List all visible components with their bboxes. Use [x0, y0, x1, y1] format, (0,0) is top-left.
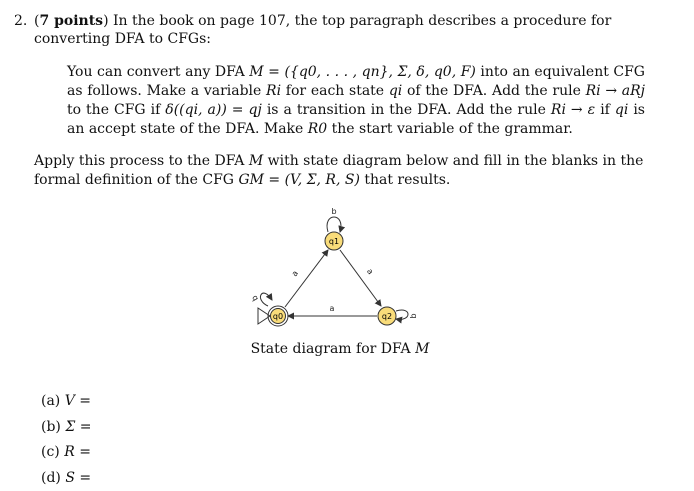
- edge-q0-q1: [285, 250, 328, 307]
- label-q1-q2: a: [364, 266, 376, 277]
- diagram-caption: State diagram for DFA M: [250, 341, 430, 357]
- problem-points: 7 points: [39, 13, 104, 29]
- label-q2-q0: a: [329, 304, 335, 313]
- label-q0-self: b: [249, 293, 261, 303]
- label-q2-self: b: [409, 313, 418, 319]
- svg-text:q1: q1: [328, 237, 340, 246]
- problem-header: [14, 12, 678, 48]
- state-q2: [378, 307, 396, 325]
- edge-q1-q2: [340, 250, 381, 306]
- loop-q2: [396, 310, 408, 319]
- part-c: (c) R =: [41, 444, 91, 460]
- part-b: (b) Σ =: [41, 418, 92, 435]
- instruction-text: Apply this process to the DFA M with state diagram below and fill in the blanks in the formal definition of the CFG GM = (V, Σ, R, S) that results.: [34, 153, 644, 188]
- quoted-procedure: You can convert any DFA M = ({q0, . . . , qn}, Σ, δ, q0, F) into an equivalent CFG as follows. Make a variable Ri for each state qi of the DFA. Add the rule Ri → aRj to the CFG if δ((qi, a)) = qj is a transition in the DFA. Add the rule Ri → ε if qi is an accept state of the DFA. Make R0 the start variable of the grammar.: [67, 64, 645, 137]
- state-q1: [325, 232, 343, 250]
- state-q0: [268, 306, 288, 326]
- svg-text:q0: q0: [272, 312, 284, 321]
- svg-text:q2: q2: [381, 312, 393, 321]
- loop-q1: [327, 217, 341, 232]
- label-q1-self: b: [331, 207, 337, 216]
- part-d: (d) S =: [41, 469, 92, 486]
- label-q0-q1: a: [289, 268, 301, 279]
- part-a: (a) V =: [41, 393, 92, 409]
- answer-blanks: [41, 389, 91, 491]
- problem-number: 2.: [14, 13, 28, 29]
- dfa-state-diagram: [248, 200, 438, 335]
- loop-q0: [260, 293, 272, 306]
- problem-intro: (7 points) In the book on page 107, the top paragraph describes a procedure for converting DFA to CFGs:: [34, 13, 612, 47]
